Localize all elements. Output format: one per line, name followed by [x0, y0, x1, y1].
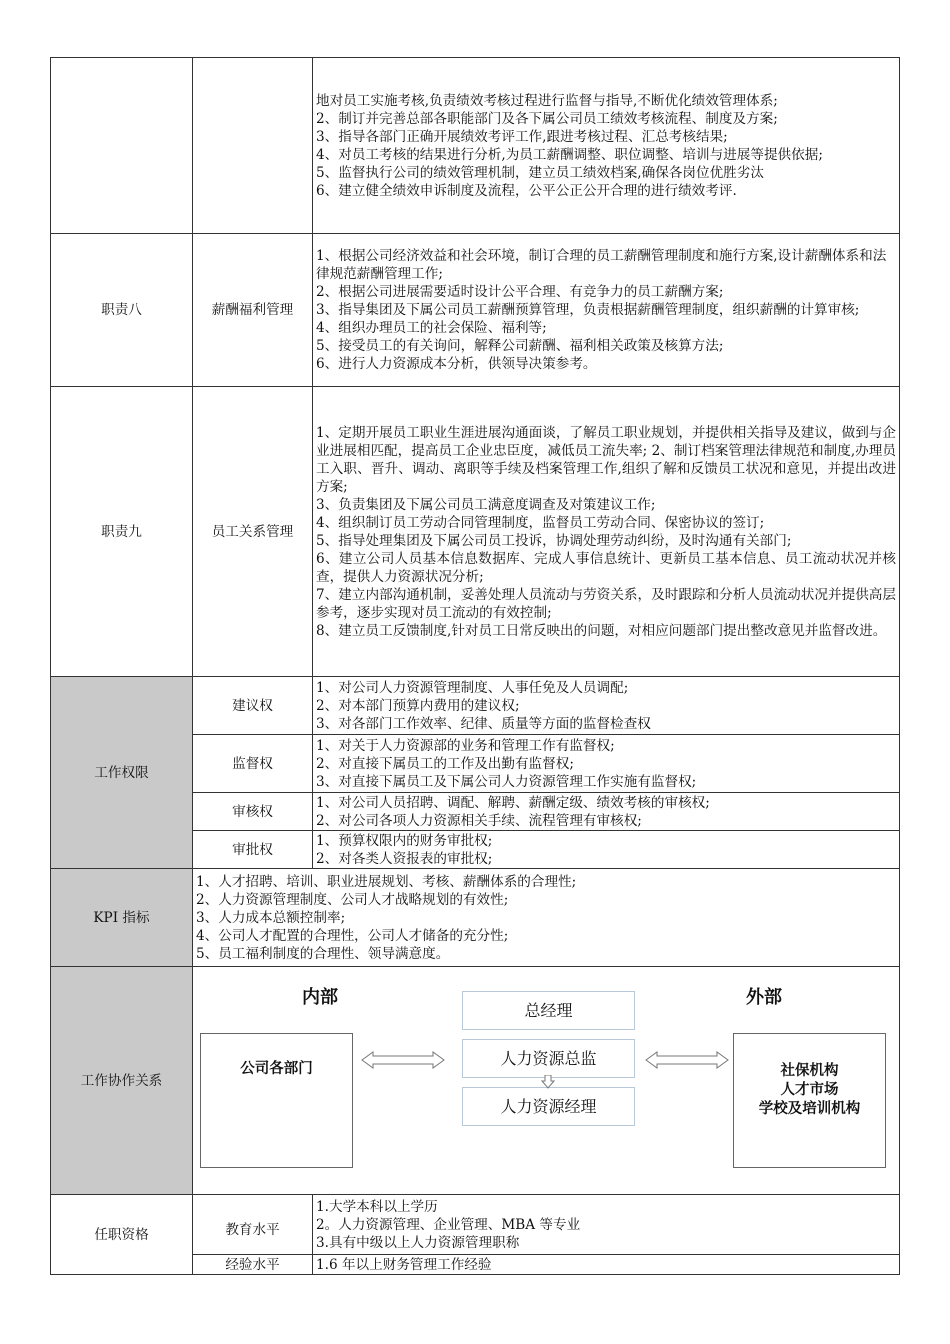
external-orgs-box: 社保机构 人才市场 学校及培训机构 [733, 1033, 886, 1168]
duty-8-name: 薪酬福利管理 [193, 234, 313, 387]
duty-8-label: 职责八 [51, 234, 193, 387]
row-authority-suggest [51, 677, 900, 735]
internal-departments-box: 公司各部门 [200, 1033, 353, 1168]
double-arrow-icon [645, 1051, 729, 1069]
authority-item-name: 审核权 [193, 793, 313, 831]
general-manager-box: 总经理 [462, 991, 635, 1030]
duty-label-cell [51, 58, 193, 234]
authority-item-name: 审批权 [193, 831, 313, 869]
duty-9-name: 员工关系管理 [193, 387, 313, 677]
duty-9-label: 职责九 [51, 387, 193, 677]
internal-title: 内部 [302, 986, 338, 1008]
authority-item-text: 1、预算权限内的财务审批权; 2、对各类人资报表的审批权; [313, 831, 900, 869]
authority-item-text: 1、对公司人力资源管理制度、人事任免及人员调配; 2、对本部门预算内费用的建议权; 3、对各部门工作效率、纪律、质量等方面的监督检查权 [313, 677, 900, 735]
qualification-label [51, 1195, 193, 1275]
row-performance-continued [51, 58, 900, 234]
double-arrow-icon [361, 1051, 445, 1069]
hr-manager-box: 人力资源经理 [462, 1087, 635, 1126]
performance-duty-text: 地对员工实施考核,负责绩效考核过程进行监督与指导,不断优化绩效管理体系; 2、制订并完善总部各职能部门及各下属公司员工绩效考核流程、制度及方案; 3、指导各部门正确开展绩效考评工作,跟进考核过程、汇总考核结果; 4、对员工考核的结果进行分析,为员工薪酬调整、职位调整、培训与进展等提供依据; 5、监督执行公司的绩效管理机制，建立员工绩效档案,确保各岗位优胜劣汰 6、建立健全绩效申诉制度及流程，公平公正公开合理的进行绩效考评. [313, 58, 900, 234]
authority-item-text: 1、对公司人员招聘、调配、解聘、薪酬定级、绩效考核的审核权; 2、对公司各项人力资源相关手续、流程管理有审核权; [313, 793, 900, 831]
cooperation-diagram-cell [193, 967, 900, 1195]
qualification-label-text: 任职资格 [94, 1226, 149, 1243]
authority-item-name: 建议权 [193, 677, 313, 735]
duty-name-cell [193, 58, 313, 234]
kpi-text: 1、人才招聘、培训、职业进展规划、考核、薪酬体系的合理性; 2、人力资源管理制度、公司人才战略规划的有效性; 3、人力成本总额控制率; 4、公司人才配置的合理性，公司人才储备的充分性; 5、员工福利制度的合理性、领导满意度。 [193, 869, 900, 967]
row-cooperation [51, 967, 900, 1195]
row-kpi [51, 869, 900, 967]
kpi-label: KPI 指标 [51, 869, 193, 967]
external-title: 外部 [746, 986, 782, 1008]
row-qualification-education [51, 1195, 900, 1255]
authority-label: 工作权限 [51, 677, 193, 869]
cooperation-label: 工作协作关系 [51, 967, 193, 1195]
row-duty-9 [51, 387, 900, 677]
authority-item-text: 1、对关于人力资源部的业务和管理工作有监督权; 2、对直接下属员工的工作及出勤有监督权; 3、对直接下属员工及下属公司人力资源管理工作实施有监督权; [313, 735, 900, 793]
document-page [50, 57, 900, 1275]
cooperation-diagram [193, 969, 899, 1193]
job-description-table [50, 57, 900, 1275]
qualification-item-text: 1.6 年以上财务管理工作经验 [313, 1255, 900, 1275]
duty-8-text: 1、根据公司经济效益和社会环境，制订合理的员工薪酬管理制度和施行方案,设计薪酬体系和法律规范薪酬管理工作; 2、根据公司进展需要适时设计公平合理、有竞争力的员工薪酬方案; 3、指导集团及下属公司员工薪酬预算管理，负责根据薪酬管理制度，组织薪酬的计算审核; 4、组织办理员工的社会保险、福利等; 5、接受员工的有关询问，解释公司薪酬、福利相关政策及核算方法; 6、进行人力资源成本分析，供领导决策参考。 [313, 234, 900, 387]
duty-9-text: 1、定期开展员工职业生涯进展沟通面谈，了解员工职业规划，并提供相关指导及建议，做到与企业进展相匹配，提高员工企业忠臣度，减低员工流失率; 2、制订档案管理法律规范和制度,办理员工入职、晋升、调动、离职等手续及档案管理工作,组织了解和反馈员工状况和意见，并提出改进方案; 3、负责集团及下属公司员工满意度调查及对策建议工作; 4、组织制订员工劳动合同管理制度，监督员工劳动合同、保密协议的签订; 5、指导处理集团及下属公司员工投诉，协调处理劳动纠纷，及时沟通有关部门; 6、建立公司人员基本信息数据库、完成人事信息统计、更新员工基本信息、员工流动状况并核查，提供人力资源状况分析; 7、建立内部沟通机制，妥善处理人员流动与劳资关系，及时跟踪和分析人员流动状况并提供高层参考，逐步实现对员工流动的有效控制; 8、建立员工反馈制度,针对员工日常反映出的问题，对相应问题部门提出整改意见并监督改进。 [313, 387, 900, 677]
down-arrow-icon [541, 1075, 555, 1089]
qualification-item-name: 教育水平 [193, 1195, 313, 1255]
authority-item-name: 监督权 [193, 735, 313, 793]
hr-director-box: 人力资源总监 [462, 1039, 635, 1078]
qualification-item-text: 1.大学本科以上学历 2。人力资源管理、企业管理、MBA 等专业 3.具有中级以上人力资源管理职称 [313, 1195, 900, 1255]
qualification-item-name: 经验水平 [193, 1255, 313, 1275]
row-duty-8 [51, 234, 900, 387]
